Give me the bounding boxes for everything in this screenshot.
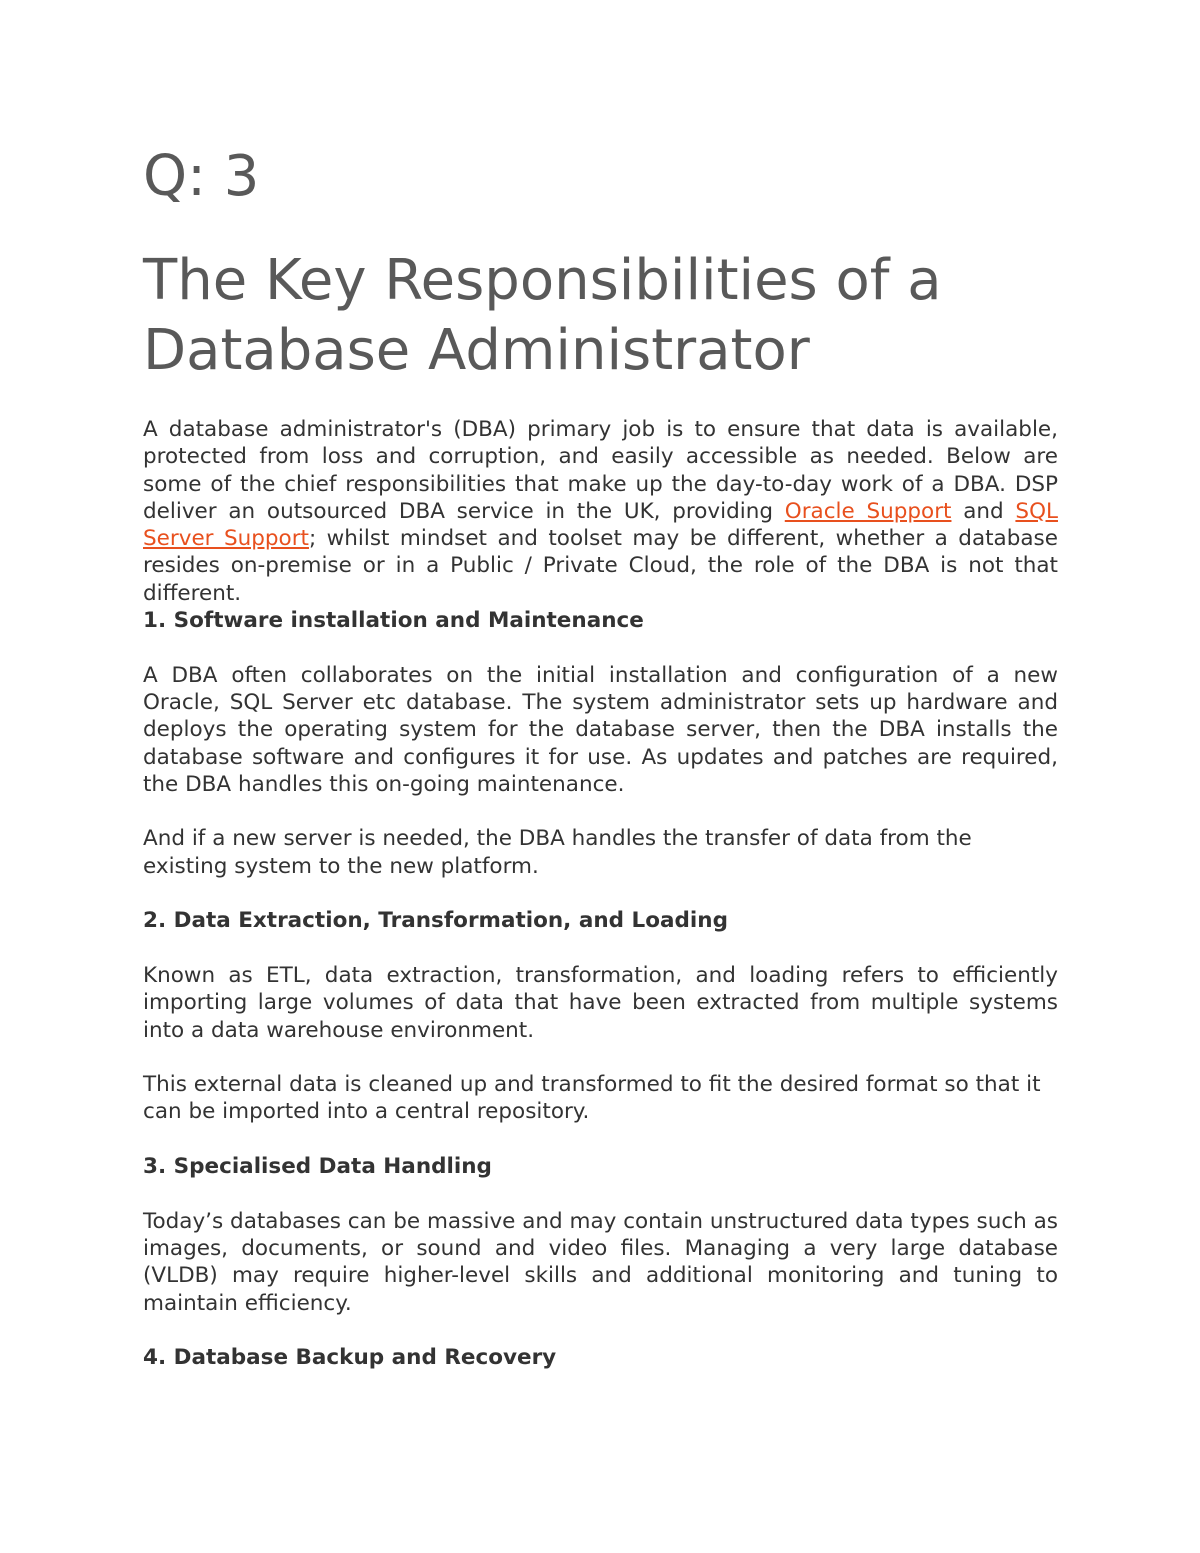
section-2-paragraph-1: Known as ETL, data extraction, transformation, and loading refers to efficiently importing large volumes of data that have been extracted from multiple systems into a data warehouse environment. [143,962,1058,1043]
section-1-paragraph-2: And if a new server is needed, the DBA handles the transfer of data from the existing system to the new platform. [143,826,972,879]
intro-text-1: A database administrator's (DBA) primary job is to ensure that data is available, protected from loss and corruption, and easily accessible as needed. Below are some of the chief responsibilities that make up the day-to-day work of a DBA. DSP deliver an outsourced DBA service in the UK, providing [143,417,1058,524]
section-1-paragraph-1: A DBA often collaborates on the initial installation and configuration of a new Oracle, SQL Server etc database. The system administrator sets up hardware and deploys the operating system for the database server, then the DBA installs the database software and configures it for use. As updates and patches are required, the DBA handles this on-going maintenance. [143,662,1058,797]
section-1-heading: 1. Software installation and Maintenance [143,608,644,634]
oracle-support-link[interactable]: Oracle Support [784,498,952,524]
question-label: Q: 3 [143,144,260,209]
intro-paragraph [143,416,1058,607]
document-title: The Key Responsibilities of a Database Administrator [143,248,942,383]
section-3-heading: 3. Specialised Data Handling [143,1154,492,1180]
intro-text-2: and [951,498,1016,524]
section-2-paragraph-2: This external data is cleaned up and transformed to fit the desired format so that it can be imported into a central repository. [143,1072,1041,1125]
section-2-heading: 2. Data Extraction, Transformation, and Loading [143,908,728,934]
section-4-heading: 4. Database Backup and Recovery [143,1345,557,1371]
document-body [143,416,1058,1371]
sql-server-support-link[interactable]: SQL Server Support [143,498,1058,552]
section-3-paragraph-1: Today’s databases can be massive and may contain unstructured data types such as images, documents, or sound and video files. Managing a very large database (VLDB) may require higher-level skills and additional monitoring and tuning to maintain efficiency. [143,1208,1058,1316]
intro-text-3: ; whilst mindset and toolset may be different, whether a database resides on-premise or in a Public / Private Cloud, the role of the DBA is not that different. [143,526,1058,606]
